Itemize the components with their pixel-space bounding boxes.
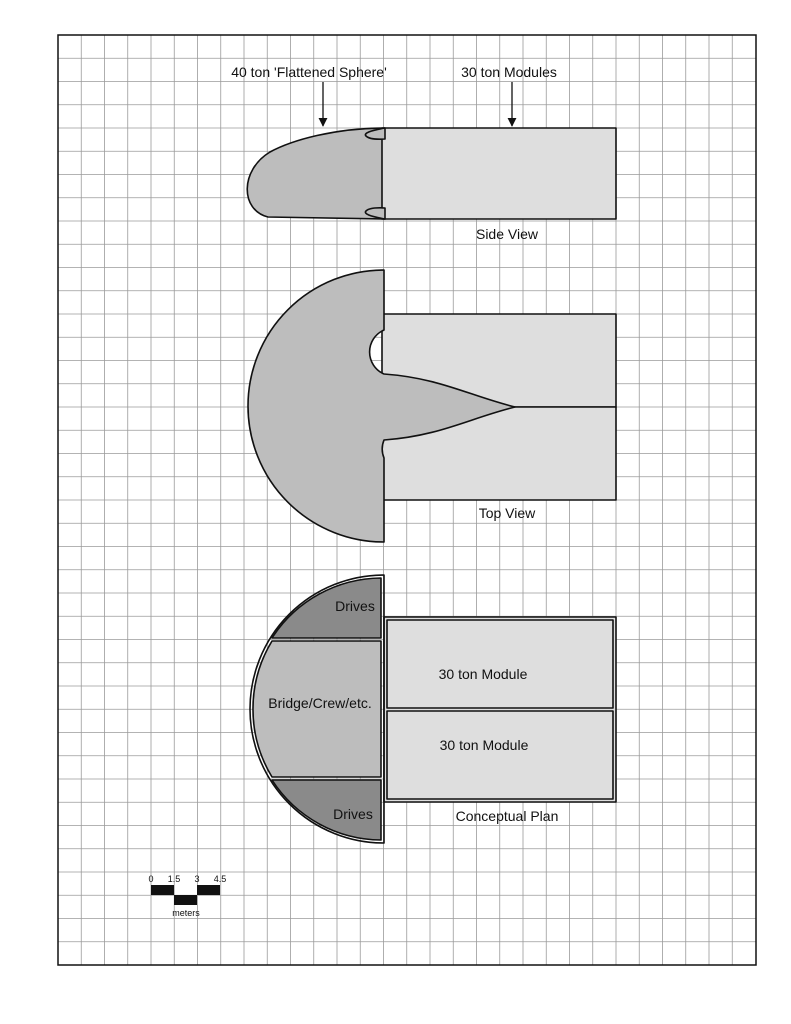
scale-segment-3 — [197, 885, 220, 895]
plan-module-2 — [387, 711, 613, 799]
top-view-caption: Top View — [478, 505, 536, 521]
plan-drives-bottom-label: Drives — [333, 806, 373, 822]
side-view — [247, 128, 616, 219]
scale-tick-0: 0 — [148, 874, 154, 884]
top-view-sphere — [248, 270, 515, 542]
plan-module-2-label: 30 ton Module — [439, 737, 529, 753]
side-view-sphere — [247, 128, 385, 219]
plan-module-1-label: 30 ton Module — [438, 666, 528, 682]
scale-tick-1: 1.5 — [167, 874, 181, 884]
scale-unit: meters — [172, 908, 200, 918]
scale-tick-3: 4.5 — [213, 874, 227, 884]
scale-segment-2 — [174, 895, 197, 905]
scale-tick-2: 3 — [194, 874, 200, 884]
plan-drives-top-label: Drives — [335, 598, 375, 614]
plan-bridge-label: Bridge/Crew/etc. — [268, 695, 372, 711]
conceptual-plan-caption: Conceptual Plan — [455, 808, 559, 824]
sphere-callout-label: 40 ton 'Flattened Sphere' — [231, 64, 387, 80]
side-view-modules — [382, 128, 616, 219]
modules-callout-label: 30 ton Modules — [461, 64, 557, 80]
top-view — [248, 270, 616, 542]
scale-bar — [148, 874, 226, 918]
side-view-caption: Side View — [475, 226, 539, 242]
scale-segment-1 — [151, 885, 174, 895]
plan-module-1 — [387, 620, 613, 708]
